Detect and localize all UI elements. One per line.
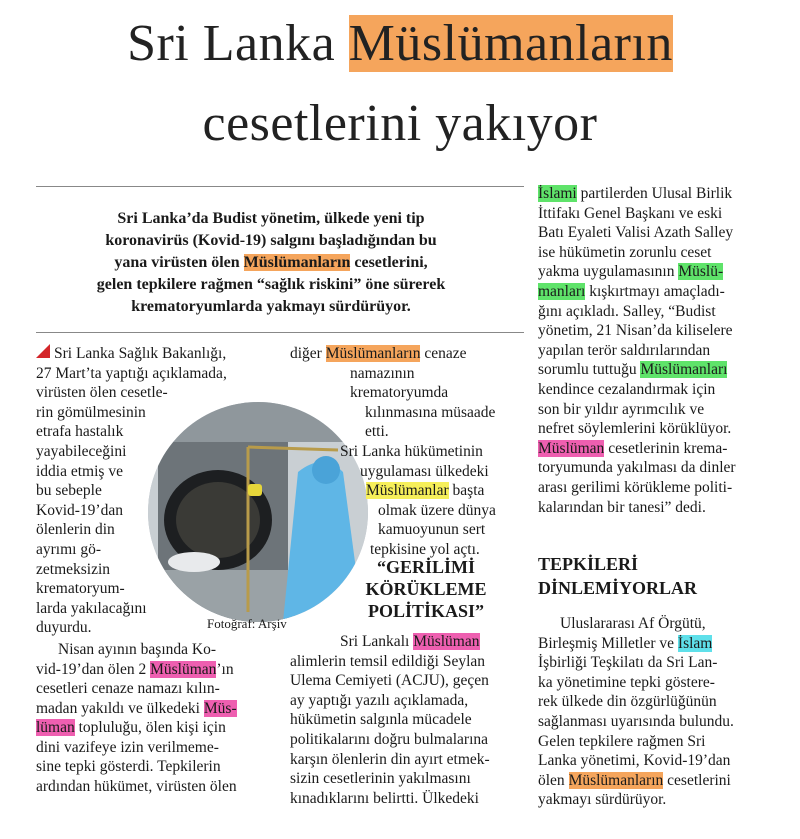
highlight: Müslümanların: [568, 771, 664, 789]
col3-line: ölen Müslümanların cesetlerini: [538, 771, 731, 789]
col1-line: bu sebeple: [36, 482, 102, 500]
lead-line: gelen tepkilere rağmen “sağlık riskini” öne sürerek: [96, 276, 446, 293]
col2-line: alimlerin temsil edildiği Seylan: [290, 652, 486, 670]
column-2-lower: [290, 632, 510, 808]
column-3-lower: [538, 614, 778, 810]
col3-line: Batı Eyaleti Valisi Azath Salley: [538, 224, 734, 242]
photo-caption: Fotoğraf: Arşiv: [207, 616, 287, 631]
col1-line: yayabileceğini: [36, 442, 127, 460]
col1-line: lüman topluluğu, ölen kişi için: [36, 719, 226, 737]
col3-line: toryumunda yakılması da dinler: [538, 459, 736, 477]
col3-line: İslami partilerden Ulusal Birlik: [538, 185, 733, 202]
highlight: lüman: [36, 719, 75, 737]
col2-line: namazının krematoryumda: [350, 364, 449, 402]
col3-line: kalarından bir tanesi” dedi.: [538, 498, 706, 516]
col3-line: Uluslararası Af Örgütü,: [560, 615, 706, 632]
col3-line: manları kışkırtmayı amaçladı-: [538, 282, 725, 300]
col2-line: tepkisine yol açtı.: [370, 540, 480, 558]
col3-line: yapılan terör saldırılarından: [538, 341, 711, 359]
col1-line: vid-19’dan ölen 2 Müslüman’ın: [36, 660, 234, 678]
col2-line: politikalarını doğru bulmalarına: [290, 730, 489, 748]
col1-line: Sri Lanka Sağlık Bakanlığı,: [36, 344, 276, 364]
column-2: [290, 344, 510, 560]
col3-line: Müslüman cesetlerinin krema-: [538, 439, 728, 457]
col3-line: Gelen tepkilere rağmen Sri: [538, 732, 706, 750]
divider-top: [36, 186, 524, 187]
col3-line: yakma uygulamasının Müslü-: [538, 263, 724, 281]
lead-paragraph: [36, 208, 506, 318]
col1-line: krematoryum-: [36, 580, 125, 598]
highlight: İslami: [538, 185, 577, 202]
pull-quote-line: “GERİLİMİ: [376, 557, 475, 577]
col2-line: sizin cesetlerinin yakılmasını: [290, 770, 471, 788]
col1-line: virüsten ölen cesetle-: [36, 384, 168, 402]
col3-line: ka yönetimine tepki göstere-: [538, 673, 715, 691]
col1-line: rin gömülmesinin: [36, 403, 146, 421]
headline-pre: Sri Lanka: [127, 15, 349, 72]
col1-line: cesetleri cenaze namazı kılın-: [36, 680, 220, 698]
col1-line: sine tepki gösterdi. Tepkilerin: [36, 758, 221, 776]
col3-line: rek ülkede din özgürlüğünün: [538, 693, 717, 711]
highlight: Müslümanların: [325, 345, 421, 362]
col1-line: ardından hükümet, virüsten ölen: [36, 778, 237, 796]
highlight: Müslü-: [678, 263, 724, 281]
col3-line: ise hükümetin zorunlu ceset: [538, 243, 712, 261]
col2-line: uygulaması ülkedeki: [360, 462, 489, 480]
highlight: İslam: [677, 634, 713, 652]
divider-lead: [36, 332, 524, 333]
lead-line: yana virüsten ölen Müslümanların cesetlerini,: [114, 254, 428, 271]
lead-line: krematoryumlarda yakmayı sürdürüyor.: [131, 298, 411, 315]
pull-quote-line: KÖRÜKLEME: [365, 579, 487, 599]
highlight: Müs-: [203, 699, 237, 717]
lead-line: Sri Lanka’da Budist yönetim, ülkede yeni tip: [117, 210, 425, 227]
col1-line: etrafa hastalık: [36, 423, 124, 441]
col1-line: madan yakıldı ve ülkedeki Müs-: [36, 699, 237, 717]
col2-line: Ulema Cemiyeti (ACJU), geçen: [290, 672, 489, 690]
col2-line: olmak üzere dünya: [378, 501, 496, 519]
lead-line: koronavirüs (Kovid-19) salgını başladığından bu: [105, 232, 437, 249]
highlight: Müslümanların: [243, 254, 351, 271]
pull-quote: [352, 556, 500, 622]
col3-line: Birleşmiş Milletler ve İslam: [538, 634, 713, 652]
col3-line: İşbirliği Teşkilatı da Sri Lan-: [538, 654, 718, 672]
section-heading-line: DİNLEMİYORLAR: [538, 578, 698, 598]
col1-line: zetmeksizin: [36, 560, 111, 578]
col2-line: diğer Müslümanların cenaze: [290, 345, 467, 362]
highlight: Müslüman: [150, 660, 217, 678]
col2-line: karşın ölenlerin din ayırt etmek-: [290, 750, 490, 768]
section-heading-line: TEPKİLERİ: [538, 554, 639, 574]
headline-line-2: cesetlerini yakıyor: [202, 95, 598, 152]
col3-line: yakmayı sürdürüyor.: [538, 791, 667, 809]
col1-line: ayrımı gö-: [36, 540, 101, 558]
col2-line: Sri Lanka hükümetinin: [340, 442, 483, 460]
col3-line: İttifakı Genel Başkanı ve eski: [538, 204, 723, 222]
col3-line: ğını açıkladı. Salley, “Budist: [538, 302, 716, 320]
col3-line: sağlanması uyarısında bulundu.: [538, 712, 734, 730]
col1-line: dini vazifeye izin verilmeme-: [36, 738, 219, 756]
highlight: Müslüman: [538, 439, 605, 457]
col3-line: yönetim, 21 Nisan’da kiliselere: [538, 322, 733, 340]
col3-line: sorumlu tuttuğu Müslümanları: [538, 361, 728, 379]
col1-line: ölenlerin din: [36, 521, 115, 539]
pull-quote-line: POLİTİKASI”: [367, 601, 485, 621]
col2-line: kamuoyunun sert: [378, 521, 486, 539]
col2-line: hükümetin salgınla mücadele: [290, 711, 472, 729]
col3-line: kendince cezalandırmak için: [538, 380, 716, 398]
col2-line: kınadıklarını belirtti. Ülkedeki: [290, 789, 479, 807]
col3-line: arası gerilimi körükleme politi-: [538, 478, 733, 496]
col1-line: 27 Mart’ta yaptığı açıklamada,: [36, 364, 227, 382]
col2-line: kılınmasına müsaade etti.: [365, 403, 496, 441]
section-heading: [538, 552, 697, 600]
highlight: manları: [538, 282, 586, 300]
col1-line: iddia etmiş ve: [36, 462, 123, 480]
highlight: Müslümanlar: [366, 482, 449, 500]
col2-line: Müslümanlar başta: [366, 482, 485, 500]
col1-line: duyurdu.: [36, 619, 92, 637]
col1-line: Kovid-19’dan: [36, 501, 123, 519]
section-marker-icon: [36, 344, 50, 358]
col2-line: ay yaptığı yazılı açıklamada,: [290, 691, 469, 709]
headline-line-1: [0, 15, 800, 72]
col2-line: Sri Lankalı Müslüman: [340, 633, 480, 650]
col3-line: Lanka yönetimi, Kovid-19’dan: [538, 752, 731, 770]
col1-line: Nisan ayının başında Ko-: [58, 640, 216, 658]
column-3: [538, 184, 774, 517]
col3-line: nefret söylemlerini körüklüyor.: [538, 420, 732, 438]
highlight: Müslüman: [413, 633, 480, 650]
highlight: Müslümanları: [640, 361, 728, 379]
headline-highlight: Müslümanların: [348, 15, 673, 72]
col3-line: son bir yıldır ayrımcılık ve: [538, 400, 705, 418]
col1-line: larda yakılacağını: [36, 599, 147, 617]
